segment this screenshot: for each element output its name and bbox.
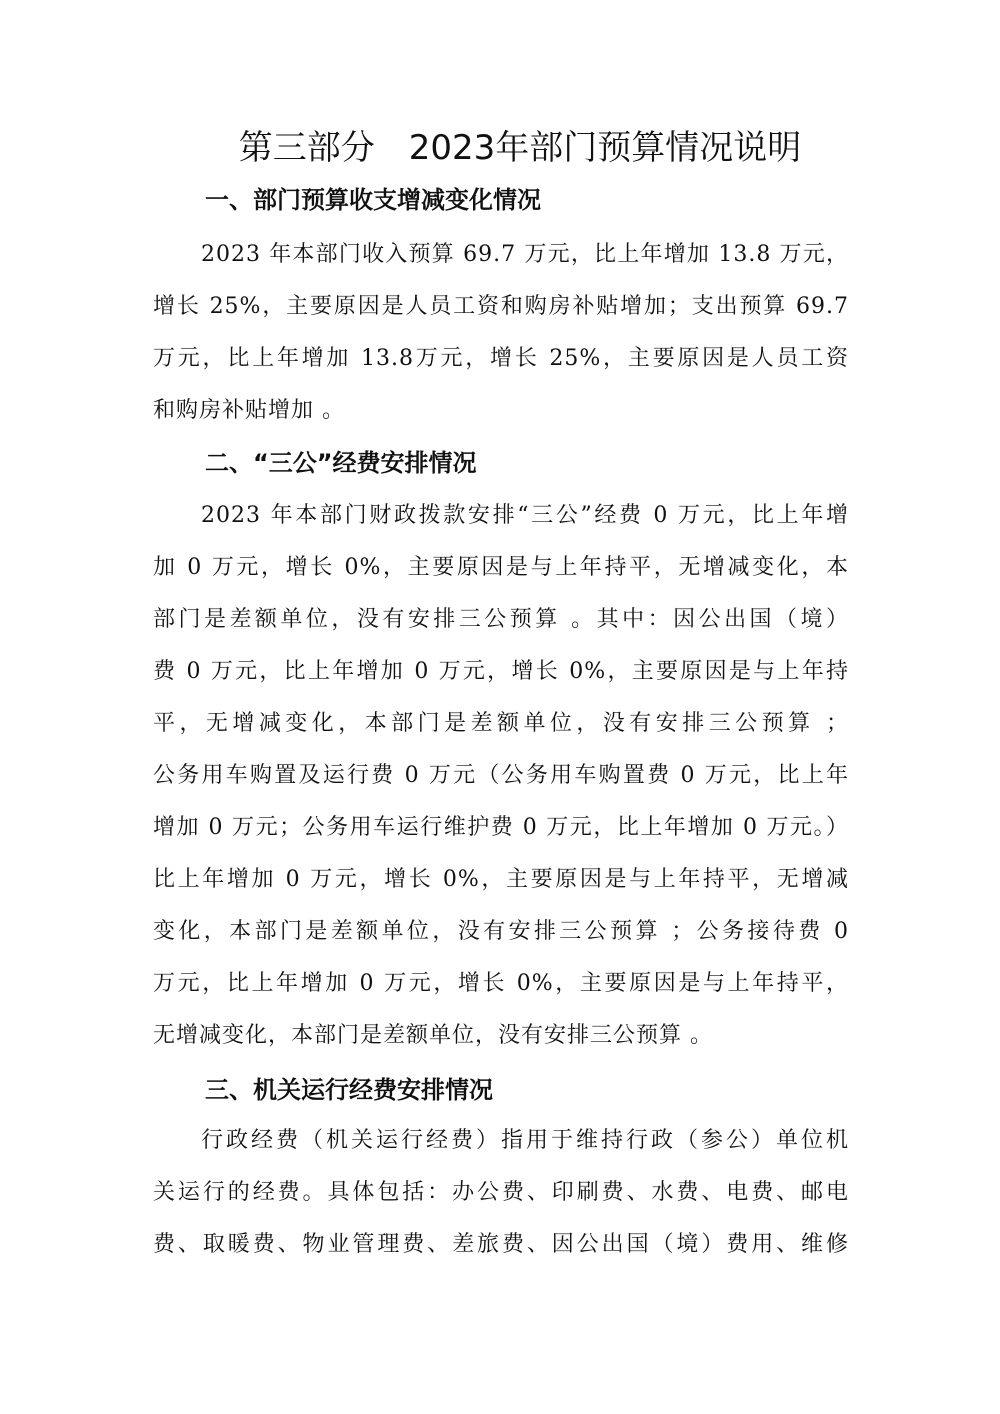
paragraph-line: 公务用车购置及运行费 0 万元（公务用车购置费 0 万元，比上年 bbox=[153, 763, 849, 788]
paragraph-line: 万元，比上年增加 0 万元，增长 0%，主要原因是与上年持平， bbox=[153, 971, 849, 996]
paragraph-line: 费 0 万元，比上年增加 0 万元，增长 0%，主要原因是与上年持 bbox=[153, 659, 849, 684]
section-1-paragraph bbox=[153, 229, 849, 437]
paragraph-line: 增长 25%，主要原因是人员工资和购房补贴增加；支出预算 69.7 bbox=[153, 294, 849, 319]
paragraph-line: 比上年增加 0 万元，增长 0%，主要原因是与上年持平，无增减 bbox=[153, 867, 849, 892]
paragraph-line: 2023 年本部门收入预算 69.7 万元，比上年增加 13.8 万元， bbox=[201, 242, 849, 267]
paragraph-line: 万元，比上年增加 13.8万元，增长 25%，主要原因是人员工资 bbox=[153, 346, 849, 371]
paragraph-line: 费、取暖费、物业管理费、差旅费、因公出国（境）费用、维修 bbox=[153, 1232, 849, 1257]
section-3-paragraph bbox=[153, 1115, 849, 1271]
paragraph-line: 2023 年本部门财政拨款安排“三公”经费 0 万元，比上年增 bbox=[201, 503, 849, 528]
paragraph-line: 增加 0 万元；公务用车运行维护费 0 万元，比上年增加 0 万元。） bbox=[153, 815, 849, 840]
paragraph-line: 加 0 万元，增长 0%，主要原因是与上年持平，无增减变化，本 bbox=[153, 555, 849, 580]
paragraph-line: 无增减变化，本部门是差额单位，没有安排三公预算 。 bbox=[153, 1023, 713, 1048]
section-heading-1: 一、部门预算收支增减变化情况 bbox=[205, 186, 541, 214]
section-heading-3: 三、机关运行经费安排情况 bbox=[205, 1076, 493, 1104]
paragraph-line: 和购房补贴增加 。 bbox=[153, 398, 345, 423]
paragraph-line: 平，无增减变化，本部门是差额单位，没有安排三公预算 ； bbox=[153, 711, 849, 736]
section-2-paragraph bbox=[153, 490, 849, 1062]
page-title: 第三部分 2023年部门预算情况说明 bbox=[238, 128, 802, 168]
paragraph-line: 行政经费（机关运行经费）指用于维持行政（参公）单位机 bbox=[201, 1128, 849, 1153]
paragraph-line: 变化，本部门是差额单位，没有安排三公预算 ；公务接待费 0 bbox=[153, 919, 849, 944]
section-heading-2: 二、“三公”经费安排情况 bbox=[205, 449, 477, 477]
paragraph-line: 关运行的经费。具体包括：办公费、印刷费、水费、电费、邮电 bbox=[153, 1180, 849, 1205]
paragraph-line: 部门是差额单位，没有安排三公预算 。其中：因公出国（境） bbox=[153, 607, 849, 632]
